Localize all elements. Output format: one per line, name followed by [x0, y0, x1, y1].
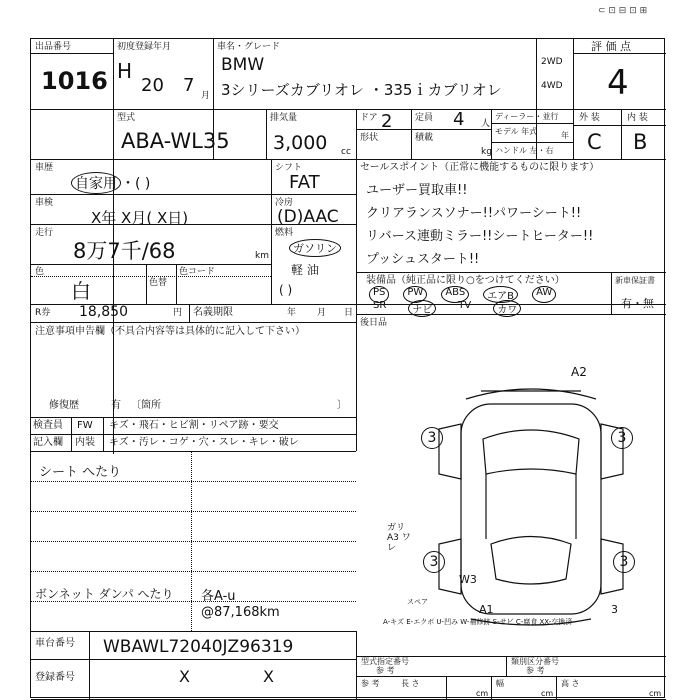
lot-label: 出品番号 [35, 42, 72, 52]
reg-x2: X [263, 667, 274, 686]
interior-grade: B [633, 130, 648, 154]
equip-tv: TV [458, 300, 472, 311]
first-reg-label: 初度登録年月 [117, 42, 172, 52]
chassis-value: WBAWL72040JZ96319 [103, 637, 294, 657]
equip-aw: AW [532, 286, 556, 303]
equip-airbag: エアB [483, 286, 518, 303]
displacement-label: 排気量 [270, 113, 298, 123]
fuel-diesel: 軽 油 [291, 263, 319, 277]
equip-abs: ABS [441, 286, 469, 303]
model-code: ABA-WL35 [121, 129, 230, 153]
handle-label: ハンドル 左・右 [495, 146, 554, 155]
color-label: 色 [35, 267, 45, 277]
dealer-label: ディーラー・並行 [495, 112, 559, 121]
inspector-label-1: 検査員 [33, 420, 63, 431]
doors-label: ドア [360, 113, 378, 123]
year-unit: 年 [561, 131, 569, 140]
repair-location-label: 〔箇所 [131, 400, 161, 411]
car-damage-diagram [411, 365, 651, 629]
shift-value: FAT [289, 172, 320, 193]
warranty-label: 新車保証書 [615, 276, 655, 285]
overall-score: 4 [607, 63, 629, 103]
mark-rear-3: 3 [611, 603, 618, 616]
width-label: 幅 [496, 679, 504, 688]
remark-4: @87,168km [201, 605, 280, 620]
fuel-other: ( ) [279, 283, 293, 297]
repair-bracket: 〕 [337, 400, 347, 411]
fuel-gasoline: ガソリン [289, 239, 341, 257]
equip-ps: PS [369, 286, 389, 303]
exterior-label: 外 装 [579, 113, 600, 123]
era: H [117, 59, 133, 83]
equip-sr: SR [373, 300, 387, 311]
equipment-label: 装備品（純正品に限り○をつけてください） [366, 275, 565, 286]
reg-label: 登録番号 [35, 672, 75, 683]
mark-front-left: 3 [421, 427, 443, 449]
height-unit: cm [649, 689, 662, 698]
ac-value: (D)AAC [277, 207, 339, 227]
shift-label: シフト [275, 163, 303, 173]
name-label: 車名・グレード [217, 42, 281, 52]
fw-label: FW [77, 420, 93, 431]
month-unit: 月 [201, 91, 211, 101]
remark-2: ボンネット ダンパ へたり [35, 587, 174, 601]
remark-1: シート へたり [39, 465, 122, 480]
drive-2wd: 2WD [541, 57, 563, 67]
car-grade: 3シリーズカブリオレ ・335ｉカブリオレ [221, 81, 502, 99]
chassis-label: 車台番号 [35, 638, 75, 649]
first-reg-year: 20 [141, 75, 164, 96]
person-unit: 人 [481, 119, 491, 129]
ref-label: 参 考 [361, 679, 380, 688]
sales-point-1: ユーザー買取車!! [366, 183, 468, 198]
color-code-label: 色コード [179, 267, 216, 277]
doors-value: 2 [381, 111, 393, 132]
shape-label: 形状 [360, 133, 379, 143]
mark-a3: ガリ A3 ワレ [387, 523, 411, 553]
exterior-grade: C [587, 130, 602, 154]
recycle-label: R券 [35, 308, 51, 318]
fuel-label: 燃料 [275, 228, 294, 238]
height-label: 高 さ [561, 679, 580, 688]
mark-spare: スペア [407, 598, 428, 606]
length-unit: cm [476, 689, 489, 698]
history-rest: ・( ) [121, 176, 151, 192]
inspection-value: X年 X月( X日) [91, 209, 189, 227]
notes-label: 注意事項申告欄（不具合内容等は具体的に記入して下さい） [35, 326, 305, 337]
capacity-value: 4 [453, 109, 465, 130]
color-value: 白 [71, 279, 91, 303]
sales-point-3: リバース連動ミラー!!シートヒーター!! [366, 229, 594, 244]
expiry-year: 年 [287, 308, 297, 318]
history-value: 自家用 [71, 172, 121, 194]
length-label: 長 さ [401, 679, 420, 688]
remark-3: 各A-u [201, 589, 236, 604]
inspection-label: 車検 [35, 198, 54, 208]
history-value-wrap [71, 172, 150, 194]
mark-a2: A2 [571, 365, 587, 379]
type-label: 型式指定番号 [361, 657, 409, 666]
expiry-label: 名義期限 [193, 307, 233, 318]
type-ref: 参 考 [376, 666, 395, 675]
drive-4wd: 4WD [541, 81, 563, 91]
yen-unit: 円 [173, 308, 183, 318]
class-ref: 参 考 [526, 666, 545, 675]
mark-a1: A1 [479, 603, 494, 616]
inspector-label-2: 記入欄 [33, 437, 63, 448]
fw-text: キズ・飛石・ヒビ割・リペア跡・要交 [109, 420, 279, 431]
kg-unit: kg [481, 147, 492, 157]
model-label: 型式 [117, 113, 136, 123]
mark-rear-left: 3 [423, 551, 445, 573]
load-label: 積載 [415, 133, 434, 143]
in-label: 内装 [75, 437, 95, 448]
auction-sheet [30, 38, 665, 698]
color-change-label: 色替 [149, 278, 168, 288]
equip-pw: PW [403, 286, 427, 303]
expiry-day: 日 [344, 308, 354, 318]
sales-point-4: プッシュスタート!! [366, 252, 480, 267]
km-unit: km [255, 251, 269, 261]
class-label: 類別区分番号 [511, 657, 559, 666]
sales-point-2: クリアランスソナー!!パワーシート!! [366, 206, 582, 221]
first-reg-month: 7 [183, 75, 195, 96]
capacity-label: 定員 [415, 113, 434, 123]
equip-leather: カワ [493, 300, 521, 317]
mileage-value: 8万7千/68 [73, 239, 176, 263]
lot-number: 1016 [41, 67, 108, 95]
mark-front-right: 3 [611, 427, 633, 449]
fuel-gasoline-wrap [289, 239, 341, 257]
later-label: 後日品 [360, 318, 388, 328]
corner-mark: ⊂ ⊡ ⊟ ⊡ ⊞ [598, 6, 648, 16]
score-label: 評 価 点 [591, 40, 631, 53]
model-year-label: モデル 年式 [495, 127, 538, 136]
cc-unit: cc [341, 147, 351, 157]
warranty-value: 有・無 [621, 297, 654, 310]
mileage-label: 走行 [35, 228, 54, 238]
car-make: BMW [221, 55, 265, 75]
width-unit: cm [541, 689, 554, 698]
repair-label: 修復歴 [49, 400, 79, 411]
interior-label: 内 装 [627, 113, 648, 123]
recycle-value: 18,850 [79, 304, 128, 320]
mark-w3: W3 [459, 573, 477, 586]
equip-navi: ナビ [408, 300, 436, 317]
damage-legend: A-キズ E-エクボ U-凹み W-補修跡 S-サビ C-腐食 XX-交換済 [383, 618, 573, 626]
history-label: 車歴 [35, 163, 54, 173]
mark-rear-right: 3 [613, 551, 635, 573]
in-text: キズ・汚レ・コゲ・穴・スレ・キレ・破レ [109, 437, 299, 448]
ac-label: 冷房 [275, 198, 294, 208]
expiry-month: 月 [317, 308, 327, 318]
reg-x1: X [179, 667, 190, 686]
repair-value: 有 [111, 400, 121, 411]
sales-points-label: セールスポイント（正常に機能するものに限ります） [360, 162, 600, 173]
displacement-value: 3,000 [273, 132, 328, 154]
